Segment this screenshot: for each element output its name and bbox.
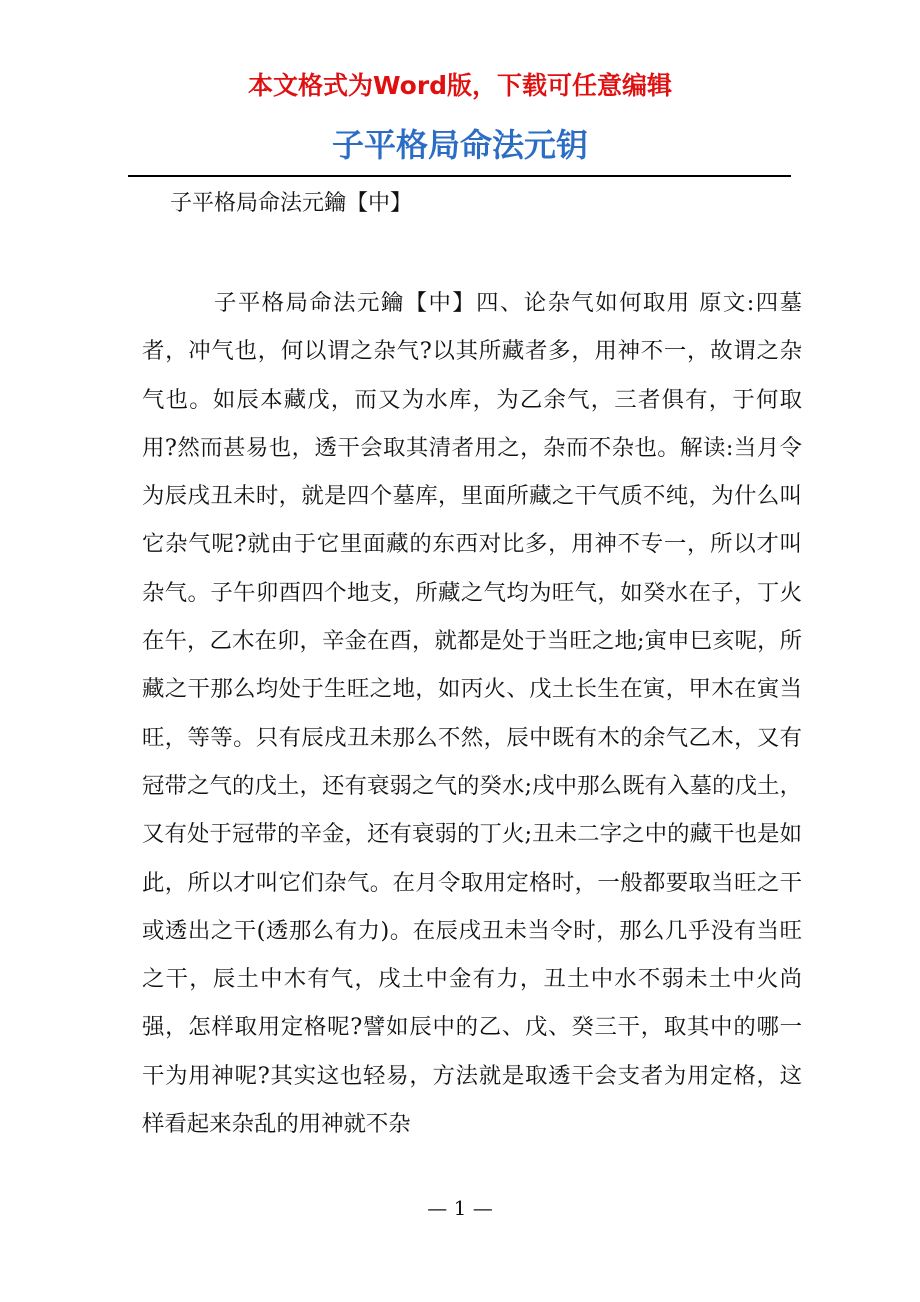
document-subtitle: 子平格局命法元鑰【中】 bbox=[170, 191, 413, 216]
document-title: 子平格局命法元钥 bbox=[331, 126, 588, 164]
header-divider bbox=[128, 175, 791, 177]
download-notice: 本文格式为Word版，下载可任意编辑 bbox=[247, 71, 673, 100]
body-paragraph: 子平格局命法元鑰【中】四、论杂气如何取用 原文:四墓者，冲气也，何以谓之杂气?以其所藏者多，用神不一，故谓之杂气也。如辰本藏戊，而又为水库，为乙余气，三者俱有，于何取用?然而甚易也，透干会取其清者用之，杂而不杂也。解读:当月令为辰戌丑未时，就是四个墓库，里面所藏之干气质不纯，为什么叫它杂气呢?就由于它里面藏的东西对比多，用神不专一，所以才叫杂气。子午卯酉四个地支，所藏之气均为旺气，如癸水在子，丁火在午，乙木在卯，辛金在酉，就都是处于当旺之地;寅申巳亥呢，所藏之干那么均处于生旺之地，如丙火、戊土长生在寅，甲木在寅当旺，等等。只有辰戌丑未那么不然，辰中既有木的余气乙木，又有冠带之气的戊土，还有衰弱之气的癸水;戌中那么既有入墓的戊土，又有处于冠带的辛金，还有衰弱的丁火;丑未二字之中的藏干也是如此，所以才叫它们杂气。在月令取用定格时，一般都要取当旺之干或透出之干(透那么有力)。在辰戌丑未当令时，那么几乎没有当旺之干，辰土中木有气，戌土中金有力，丑土中水不弱未土中火尚强，怎样取用定格呢?譬如辰中的乙、戊、癸三干，取其中的哪一干为用神呢?其实这也轻易，方法就是取透干会支者为用定格，这样看起来杂乱的用神就不杂 bbox=[142, 290, 802, 1138]
page-number: — 1 — bbox=[427, 1196, 493, 1220]
